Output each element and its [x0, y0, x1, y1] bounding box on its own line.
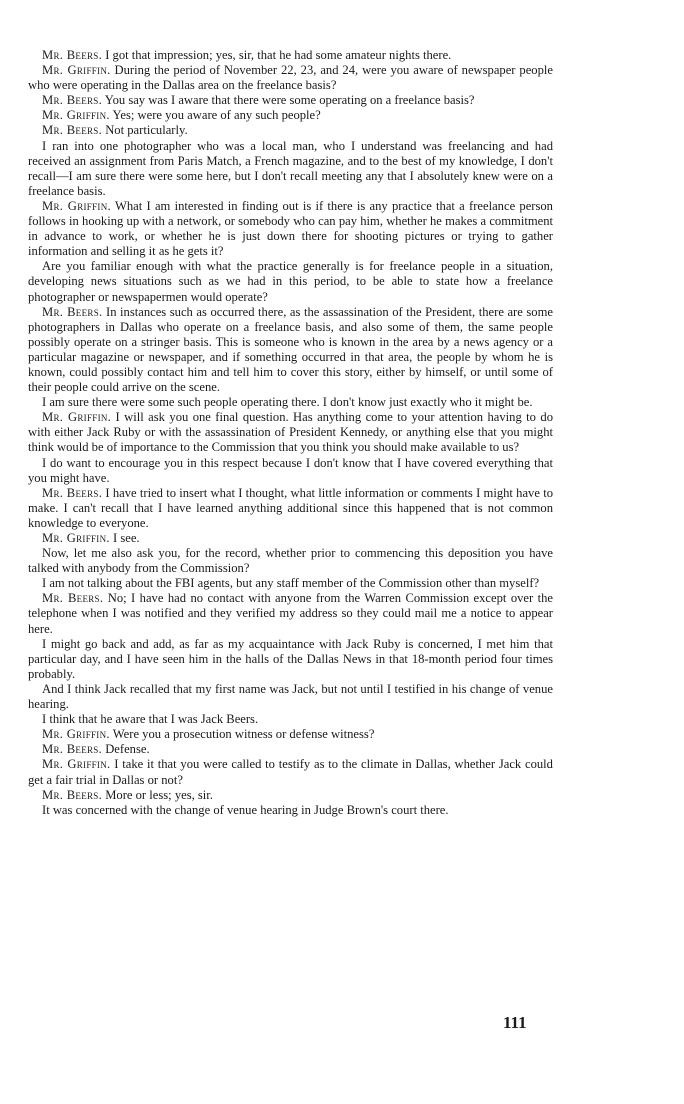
- paragraph-text: I might go back and add, as far as my acquaintance with Jack Ruby is concerned, I met him that particular day, and I have seen him in the halls of the Dallas News in that 18-month period four times probably.: [28, 636, 553, 681]
- paragraph: [28, 742, 553, 757]
- speaker-name: Mr. Beers.: [42, 304, 103, 319]
- paragraph: [28, 727, 553, 742]
- paragraph: [28, 712, 553, 727]
- paragraph-text: Defense.: [102, 742, 150, 757]
- speaker-name: Mr. Griffin.: [42, 108, 110, 123]
- paragraph: [28, 410, 553, 455]
- speaker-name: Mr. Griffin.: [42, 410, 112, 425]
- paragraph: [28, 456, 553, 486]
- paragraph: [28, 305, 553, 396]
- speaker-name: Mr. Beers.: [42, 485, 103, 500]
- paragraph-text: Were you a prosecution witness or defense witness?: [109, 727, 375, 742]
- paragraph-text: I think that he aware that I was Jack Beers.: [42, 712, 259, 727]
- paragraph-text: Not particularly.: [102, 123, 188, 138]
- paragraph-text: You say was I aware that there were some operating on a freelance basis?: [102, 93, 475, 108]
- speaker-name: Mr. Beers.: [42, 787, 103, 802]
- paragraph-text: I got that impression; yes, sir, that he had some amateur nights there.: [102, 48, 452, 62]
- paragraph-text: In instances such as occurred there, as the assassination of the President, there are some photographers in Dallas who operate on a freelance basis, and also some of them, the same people possibly operate on a stringer basis. This is someone who is known in the area by a news agency or a particular magazine or newspaper, and if something occurred in that area, the people by whom he is known, could possibly contact him and tell him to cover this story, either by himself, or until some of their people could arrive on the scene.: [28, 304, 553, 395]
- paragraph-text: I ran into one photographer who was a local man, who I understand was freelancing and had received an assignment from Paris Match, a French magazine, and to the best of my knowledge, I don't recall—I am sure there were some here, but I don't recall meeting any that I absolutely knew were on a freelance basis.: [28, 138, 553, 198]
- paragraph-text: What I am interested in finding out is if there is any practice that a freelance person follows in hooking up with a network, or somebody who can pay him, whether he makes a commitment in advance to work, or whether he is just down there for shooting pictures or trying to gather information and selling it as he gets it?: [28, 198, 553, 259]
- paragraph-text: No; I have had no contact with anyone from the Warren Commission except over the telephone when I was notified and they verified my address so they could mail me a notice to appear here.: [28, 591, 553, 636]
- paragraph: [28, 757, 553, 787]
- paragraph: [28, 48, 553, 63]
- paragraph: [28, 93, 553, 108]
- paragraph-text: I am sure there were some such people operating there. I don't know just exactly who it might be.: [42, 395, 533, 410]
- paragraph: [28, 788, 553, 803]
- paragraph: [28, 108, 553, 123]
- paragraph: [28, 637, 553, 682]
- speaker-name: Mr. Griffin.: [42, 198, 111, 213]
- paragraph: [28, 576, 553, 591]
- speaker-name: Mr. Griffin.: [42, 727, 110, 742]
- speaker-name: Mr. Griffin.: [42, 531, 110, 545]
- paragraph: [28, 546, 553, 576]
- page-number: 111: [503, 1013, 527, 1032]
- document-body: [28, 48, 553, 818]
- paragraph-text: I see.: [109, 531, 140, 545]
- paragraph: [28, 591, 553, 636]
- paragraph: [28, 139, 553, 199]
- speaker-name: Mr. Beers.: [42, 742, 103, 757]
- paragraph: [28, 486, 553, 531]
- paragraph: [28, 682, 553, 712]
- paragraph-text: I take it that you were called to testify as to the climate in Dallas, whether Jack could get a fair trial in Dallas or not?: [28, 757, 553, 787]
- speaker-name: Mr. Beers.: [42, 93, 103, 108]
- paragraph-text: Yes; were you aware of any such people?: [109, 108, 321, 123]
- speaker-name: Mr. Beers.: [42, 591, 104, 606]
- paragraph: [28, 803, 553, 818]
- paragraph-text: During the period of November 22, 23, and 24, were you aware of newspaper people who were operating in the Dallas area on the freelance basis?: [28, 63, 553, 93]
- paragraph: [28, 259, 553, 304]
- paragraph-text: Are you familiar enough with what the practice generally is for freelance people in a situation, developing news situations such as we had in this period, to be able to state how a freelance photographer or newspapermen would operate?: [28, 259, 553, 304]
- paragraph: [28, 123, 553, 138]
- paragraph-text: Now, let me also ask you, for the record, whether prior to commencing this deposition you have talked with anybody from the Commission?: [28, 546, 553, 576]
- speaker-name: Mr. Griffin.: [42, 63, 111, 78]
- paragraph: [28, 395, 553, 410]
- paragraph-text: I have tried to insert what I thought, what little information or comments I might have to make. I can't recall that I have learned anything additional since this happened that is not common knowledge to everyone.: [28, 485, 553, 530]
- paragraph: [28, 199, 553, 259]
- paragraph-text: I am not talking about the FBI agents, but any staff member of the Commission other than myself?: [42, 576, 540, 591]
- paragraph-text: I do want to encourage you in this respect because I don't know that I have covered everything that you might have.: [28, 455, 553, 485]
- speaker-name: Mr. Beers.: [42, 123, 103, 138]
- paragraph-text: And I think Jack recalled that my first name was Jack, but not until I testified in his change of venue hearing.: [28, 681, 553, 712]
- paragraph: [28, 531, 553, 546]
- paragraph-text: More or less; yes, sir.: [102, 787, 213, 802]
- paragraph: [28, 63, 553, 93]
- speaker-name: Mr. Griffin.: [42, 757, 111, 772]
- paragraph-text: I will ask you one final question. Has anything come to your attention having to do with either Jack Ruby or with the assassination of President Kennedy, or anything else that you might think would be of importance to the Commission that you think you should make available to us?: [28, 410, 553, 455]
- speaker-name: Mr. Beers.: [42, 48, 103, 62]
- paragraph-text: It was concerned with the change of venue hearing in Judge Brown's court there.: [42, 802, 449, 817]
